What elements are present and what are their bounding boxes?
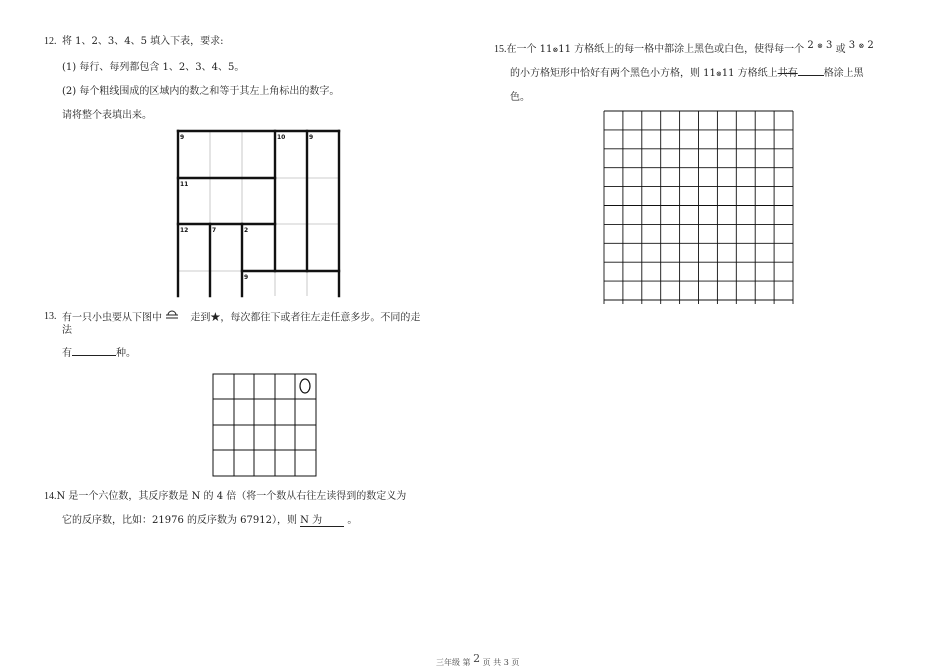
q14-text-1: N 是一个六位数，其反序数是 N 的 4 倍（将一个数从右往左读得到的数定义为 — [56, 491, 407, 502]
footer-text-a: 三年级 第 — [436, 658, 471, 667]
page-footer — [436, 652, 520, 669]
q12-requirement-2: (2) 每个粗线围成的区域内的数之和等于其左上角标出的数字。 — [62, 86, 340, 97]
region-label: 9 — [180, 134, 185, 141]
q15-text-1a: 在一个 11 — [506, 44, 553, 55]
region-label: 7 — [212, 227, 217, 234]
q14-answer-text: N 为 — [300, 515, 323, 526]
region-label: 2 — [244, 227, 249, 234]
times-icon: ⊗ — [552, 46, 559, 54]
q13-text-a: 有一只小虫要从下图中 — [62, 312, 162, 324]
region-label: 9 — [309, 134, 314, 141]
region-label: 12 — [180, 227, 189, 234]
q12-number: 12. — [44, 36, 57, 47]
dim-value: 3 — [848, 40, 856, 51]
footer-text-b: 页 共 3 页 — [482, 658, 520, 667]
q13-number: 13. — [44, 311, 57, 322]
dim-value: 2 — [867, 40, 874, 51]
q12-intro: 将 1、2、3、4、5 填入下表，要求: — [62, 36, 224, 47]
dim-value: 2 — [807, 40, 814, 51]
times-icon: ⊗ — [816, 42, 823, 50]
q14-text-2b: 。 — [347, 515, 358, 526]
q14-text-2a: 它的反序数，比如：21976 的反序数为 67912），则 — [62, 515, 297, 526]
q15-struck-text: 共有 — [777, 68, 798, 79]
footer-page: 2 — [473, 652, 481, 665]
q15-text-2b: 11 方格纸上 — [721, 68, 778, 79]
q15-line3: 色。 — [510, 92, 530, 103]
q15-text-2c: 格涂上黑 — [823, 68, 864, 79]
q12-closing: 请将整个表填出来。 — [62, 110, 152, 121]
times-icon: ⊗ — [715, 70, 722, 78]
dim-value: 3 — [826, 40, 833, 51]
q15-number: 15. — [494, 44, 507, 55]
q13-answer-prefix: 有 — [62, 348, 72, 359]
q15-or: 或 — [835, 44, 846, 55]
region-label: 9 — [244, 274, 249, 281]
q14-number: 14. — [44, 491, 57, 502]
q13-text-b: 走到★，每次都往下或者往左走任意多步。不同的走 — [190, 312, 421, 324]
q13-answer-suffix: 种。 — [116, 348, 136, 359]
region-label: 11 — [180, 181, 189, 188]
q13-text-c: 法 — [62, 325, 72, 336]
q12-requirement-1: (1) 每行、每列都包含 1、2、3、4、5。 — [62, 62, 245, 73]
q15-text-1b: 11 方格纸上的每一格中都涂上黑色或白色，使得每一个 — [558, 44, 805, 55]
region-label: 10 — [277, 134, 286, 141]
times-icon: ⊗ — [858, 42, 865, 50]
q15-text-2a: 的小方格矩形中恰好有两个黑色小方格，则 11 — [510, 68, 716, 79]
